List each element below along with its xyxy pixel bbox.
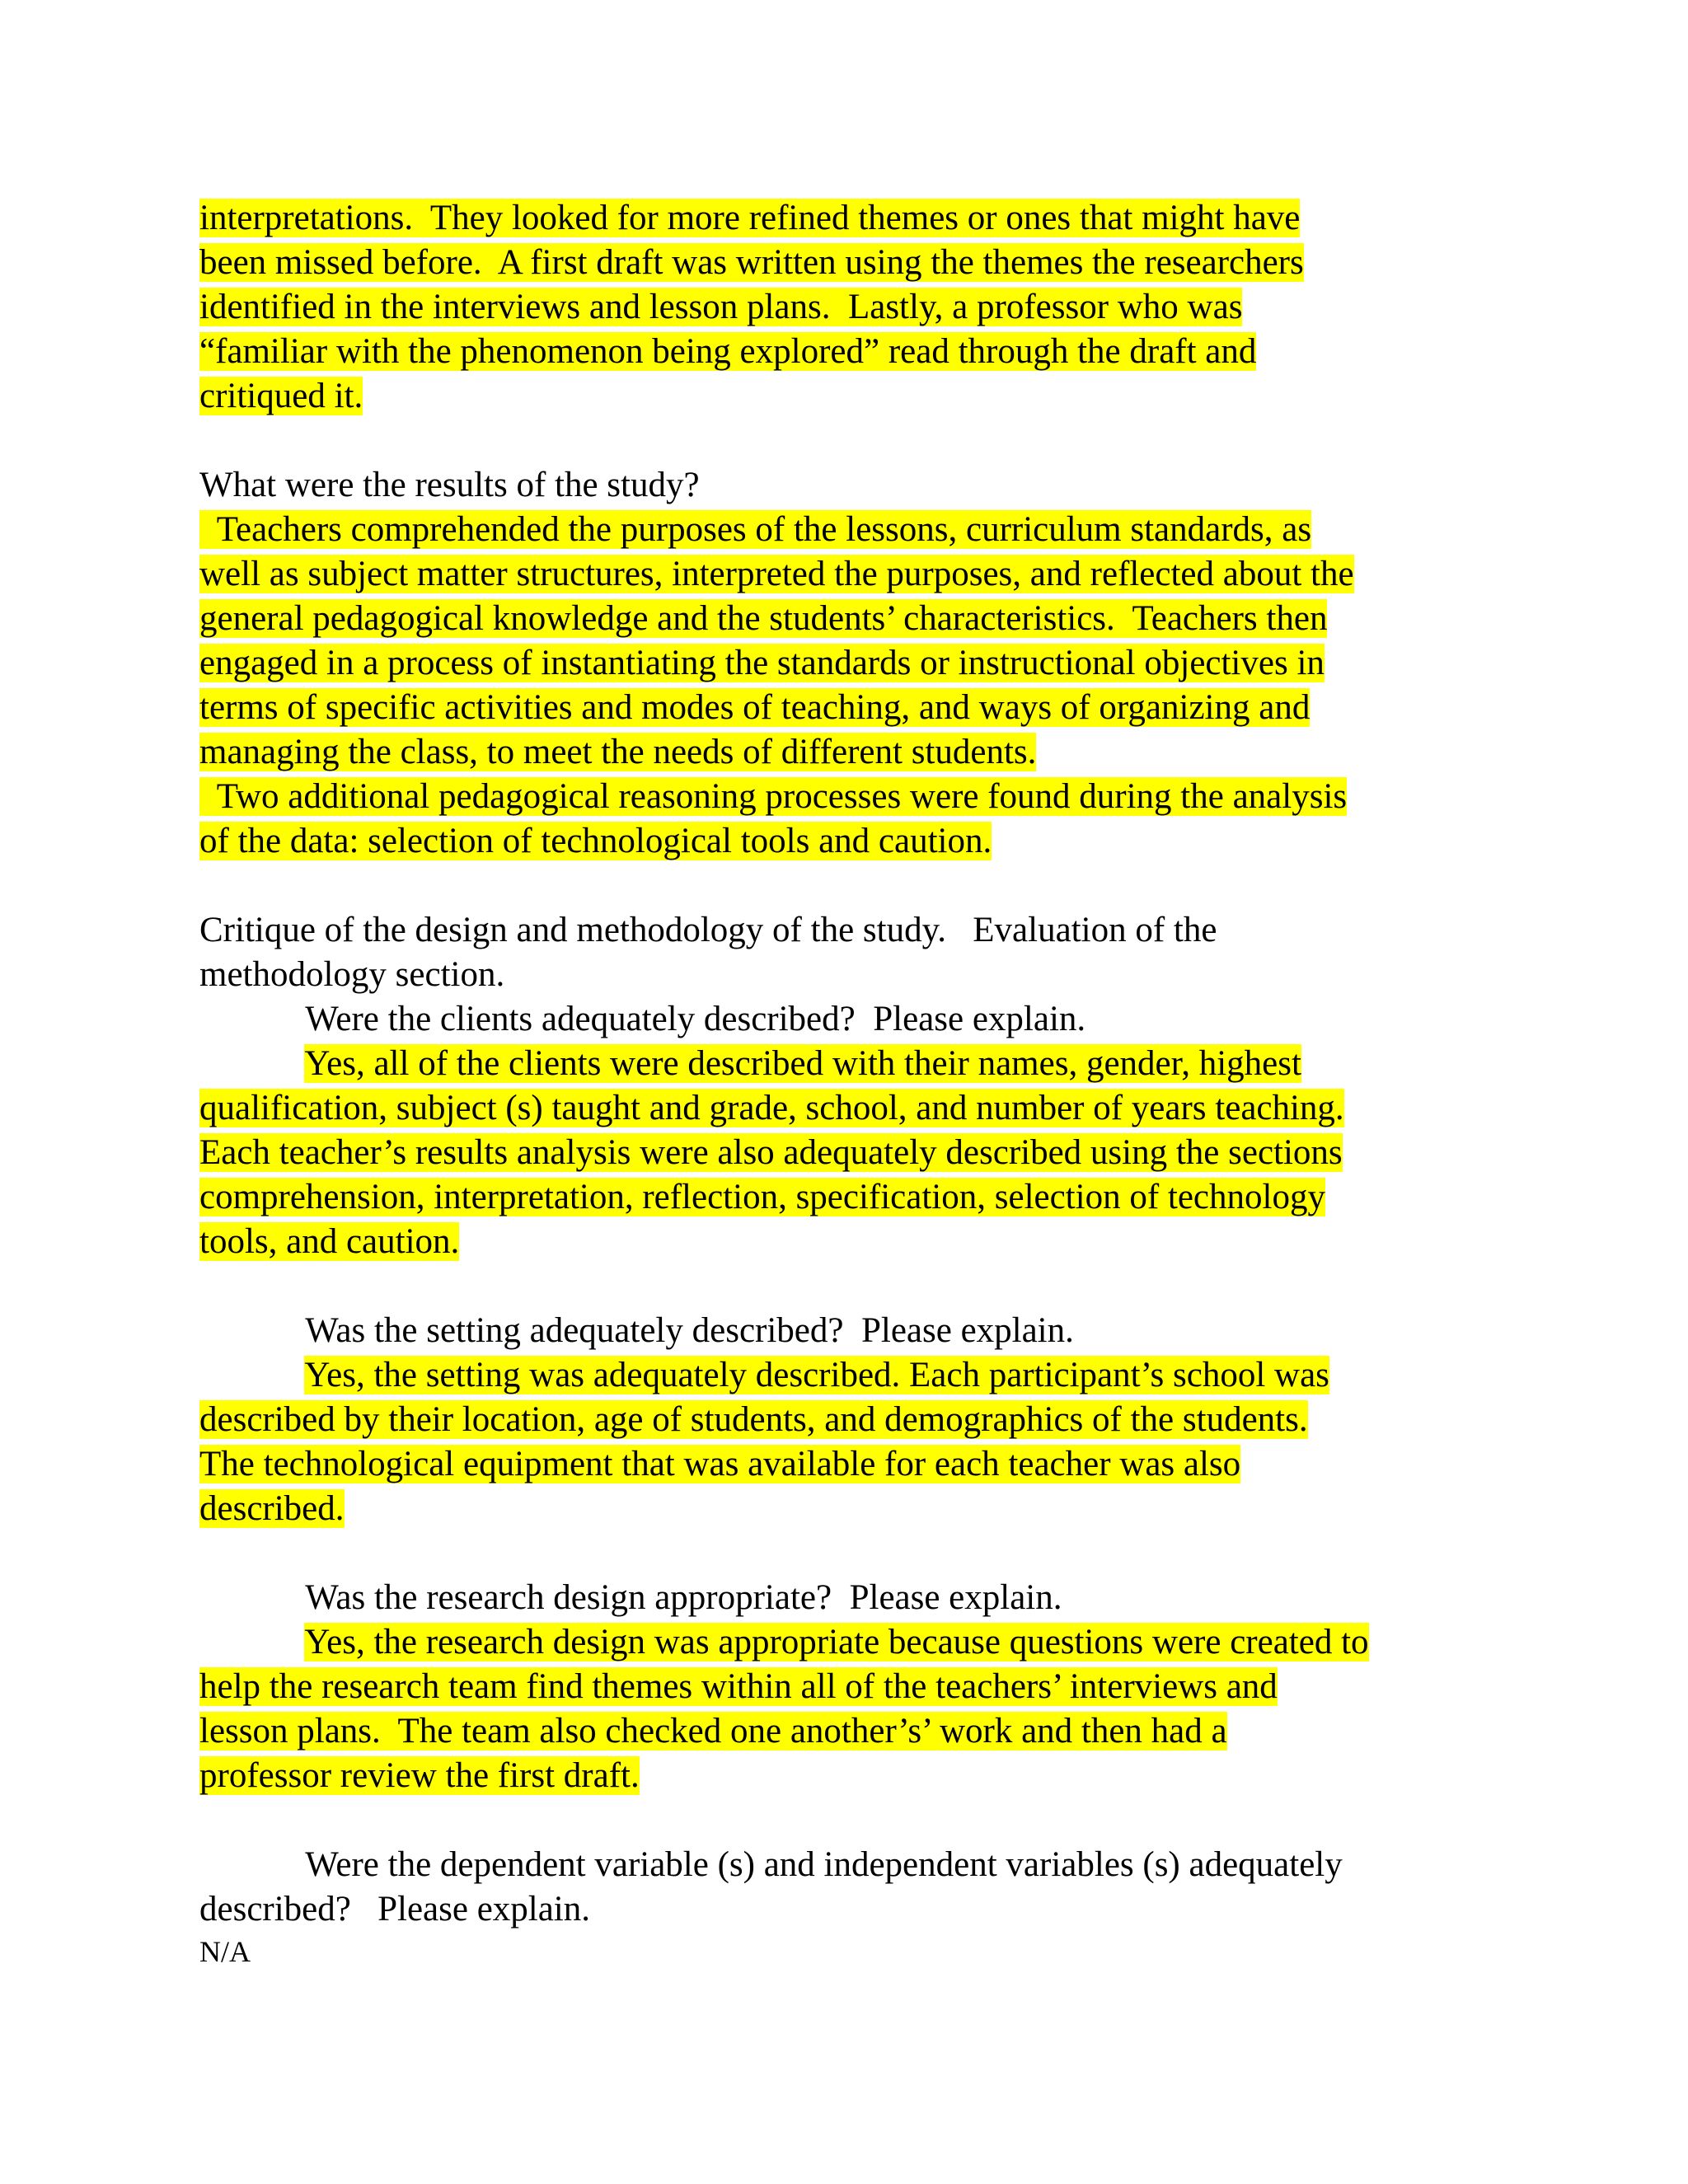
text-line (199, 1665, 1485, 1709)
text-line (199, 1754, 1485, 1798)
highlighted-text: well as subject matter structures, interpreted the purposes, and reflected about the (199, 555, 1354, 593)
results-question: What were the results of the study? (199, 466, 700, 504)
question-clients: Were the clients adequately described? Please explain. (305, 1000, 1086, 1038)
highlighted-text: of the data: selection of technological tools and caution. (199, 822, 992, 860)
text-line (199, 241, 1485, 285)
highlighted-text: described by their location, age of students, and demographics of the students. (199, 1400, 1308, 1439)
critique-heading: Critique of the design and methodology of the study. Evaluation of the (199, 911, 1217, 949)
highlighted-text: Each teacher’s results analysis were also adequately described using the sections (199, 1133, 1343, 1172)
highlighted-text: tools, and caution. (199, 1222, 460, 1261)
highlighted-text: critiqued it. (199, 377, 363, 415)
blank-line (199, 1798, 1485, 1843)
text-line (199, 1620, 1485, 1665)
highlighted-text: Yes, the setting was adequately described. Each participant’s school was (304, 1356, 1329, 1394)
text-line (199, 1042, 1485, 1086)
text-line (199, 1442, 1485, 1487)
document-body (199, 196, 1485, 1971)
answer-variables: N/A (199, 1935, 251, 1968)
highlighted-text: Yes, the research design was appropriate because questions were created to (304, 1623, 1369, 1661)
critique-heading: methodology section. (199, 955, 505, 994)
text-line (199, 597, 1485, 641)
highlighted-text: engaged in a process of instantiating the standards or instructional objectives in (199, 644, 1325, 682)
highlighted-text: Teachers comprehended the purposes of the lessons, curriculum standards, as (199, 510, 1312, 549)
text-line (199, 196, 1485, 241)
text-line (199, 1220, 1485, 1264)
blank-line (199, 1531, 1485, 1576)
highlighted-text: identified in the interviews and lesson plans. Lastly, a professor who was (199, 288, 1243, 326)
text-line (199, 686, 1485, 730)
blank-line (199, 864, 1485, 908)
highlighted-text: qualification, subject (s) taught and grade, school, and number of years teaching. (199, 1089, 1344, 1127)
text-line (199, 730, 1485, 775)
highlighted-text: general pedagogical knowledge and the students’ characteristics. Teachers then (199, 599, 1328, 638)
text-line (199, 1086, 1485, 1131)
highlighted-text: professor review the first draft. (199, 1756, 640, 1795)
text-line (199, 819, 1485, 864)
highlighted-text: managing the class, to meet the needs of different students. (199, 733, 1037, 771)
question-setting: Was the setting adequately described? Please explain. (305, 1311, 1074, 1350)
text-line (199, 508, 1485, 552)
text-line (199, 775, 1485, 819)
highlighted-text: help the research team find themes within all of the teachers’ interviews and (199, 1667, 1278, 1706)
text-line (199, 1398, 1485, 1442)
highlighted-text: been missed before. A first draft was written using the themes the researchers (199, 243, 1304, 282)
text-line (199, 1353, 1485, 1398)
highlighted-text: The technological equipment that was available for each teacher was also (199, 1445, 1241, 1483)
text-line (199, 552, 1485, 597)
text-line (199, 1175, 1485, 1220)
highlighted-text: “familiar with the phenomenon being explored” read through the draft and (199, 332, 1257, 371)
highlighted-text: comprehension, interpretation, reflection, specification, selection of technology (199, 1178, 1325, 1216)
text-line (199, 1131, 1485, 1175)
highlighted-text: lesson plans. The team also checked one another’s’ work and then had a (199, 1712, 1227, 1750)
question-variables-cont: described? Please explain. (199, 1890, 591, 1929)
text-line (199, 1487, 1485, 1531)
blank-line (199, 419, 1485, 463)
text-line (199, 641, 1485, 686)
highlighted-text: Two additional pedagogical reasoning processes were found during the analysis (199, 777, 1348, 816)
highlighted-text: described. (199, 1489, 345, 1528)
blank-line (199, 1264, 1485, 1309)
highlighted-text: terms of specific activities and modes of teaching, and ways of organizing and (199, 688, 1311, 727)
text-line (199, 330, 1485, 374)
text-line (199, 1709, 1485, 1754)
highlighted-text: interpretations. They looked for more refined themes or ones that might have (199, 199, 1301, 237)
text-line (199, 285, 1485, 330)
question-design: Was the research design appropriate? Please explain. (305, 1578, 1062, 1617)
question-variables: Were the dependent variable (s) and independent variables (s) adequately (305, 1845, 1343, 1884)
highlighted-text: Yes, all of the clients were described with their names, gender, highest (304, 1044, 1301, 1083)
text-line (199, 374, 1485, 419)
